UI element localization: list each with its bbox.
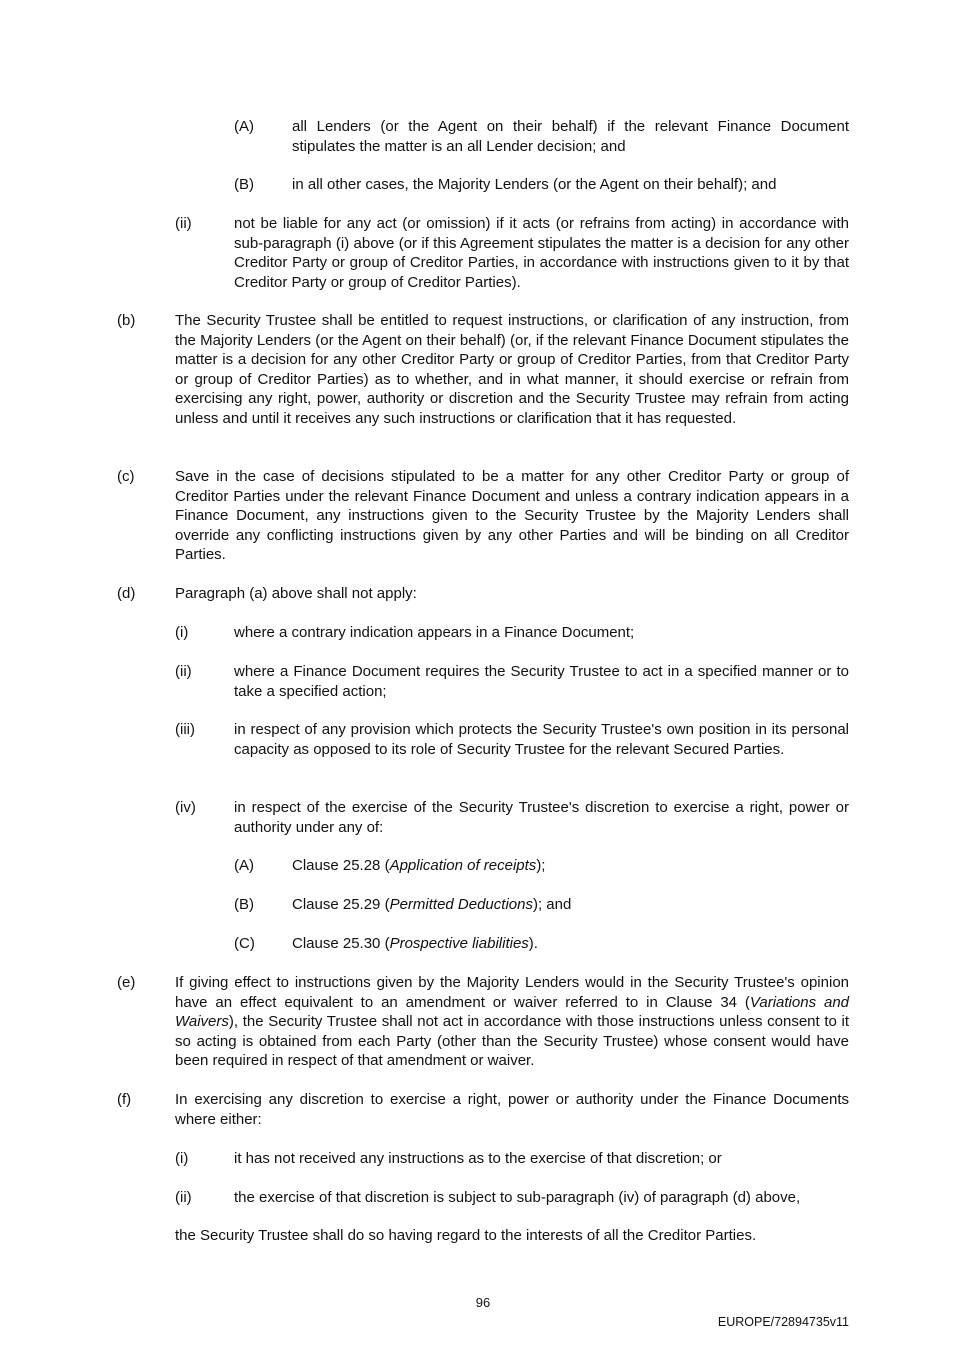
clause-title-italic: Variations and Waivers xyxy=(175,993,850,1030)
subparagraph-f-ii xyxy=(175,1188,849,1208)
paragraph-text: in respect of the exercise of the Security Trustee's discretion to exercise a right, power or authority under any of: xyxy=(234,799,849,836)
subparagraph-f-i xyxy=(175,1149,849,1169)
paragraph-label: (B) xyxy=(234,896,254,913)
paragraph-text: in all other cases, the Majority Lenders (or the Agent on their behalf); and xyxy=(292,176,777,193)
paragraph-b xyxy=(117,311,849,428)
subparagraph-d-iii xyxy=(175,720,849,759)
subparagraph-d-iv xyxy=(175,798,849,837)
paragraph-label: (iii) xyxy=(175,721,195,738)
paragraph-text: In exercising any discretion to exercise a right, power or authority under the Finance Documents where either: xyxy=(175,1091,849,1128)
item-d-iv-C xyxy=(234,934,849,954)
paragraph-text: not be liable for any act (or omission) if it acts (or refrains from acting) in accordance with sub-paragraph (i) above (or if this Agreement stipulates the matter is a decision for any other Creditor Party or group of Creditor Parties, in accordance with instructions given to it by that Creditor Party or group of Creditor Parties). xyxy=(234,215,849,291)
item-d-iv-B xyxy=(234,895,849,915)
paragraph-text: where a Finance Document requires the Security Trustee to act in a specified manner or to take a specified action; xyxy=(234,663,849,700)
clause-title-italic: Permitted Deductions xyxy=(389,896,533,913)
text-segment: ). xyxy=(528,935,538,952)
page-number: 96 xyxy=(475,1295,491,1310)
paragraph-text: all Lenders (or the Agent on their behalf) if the relevant Finance Document stipulates the matter is an all Lender decision; and xyxy=(292,118,849,155)
paragraph-label: (f) xyxy=(117,1091,132,1108)
paragraph-text: The Security Trustee shall be entitled to request instructions, or clarification of any instruction, from the Majority Lenders (or the Agent on their behalf) (or, if the relevant Finance Document stipulates the matter is a decision for any other Creditor Party or group of Creditor Parties, from that Creditor Party or group of Creditor Parties) as to whether, and in what manner, it should exercise or refrain from exercising any right, power, authority or discretion and the Security Trustee may refrain from acting unless and until it receives any such instructions or clarification that it has requested. xyxy=(175,312,849,427)
clause-title-italic: Prospective liabilities xyxy=(389,935,529,952)
item-B-all-other-cases xyxy=(234,175,849,195)
item-A-all-lenders xyxy=(234,117,849,156)
paragraph-text xyxy=(292,856,849,876)
paragraph-label: (d) xyxy=(117,585,136,602)
paragraph-text: in respect of any provision which protects the Security Trustee's own position in its personal capacity as opposed to its role of Security Trustee for the relevant Secured Parties. xyxy=(234,721,849,758)
paragraph-label: (ii) xyxy=(175,663,192,680)
paragraph-text: Save in the case of decisions stipulated to be a matter for any other Creditor Party or group of Creditor Parties under the relevant Finance Document and unless a contrary indication appears in a Finance Document, any instructions given to the Security Trustee by the Majority Lenders shall override any conflicting instructions given by any other Parties and will be binding on all Creditor Parties. xyxy=(175,468,849,563)
text-segment: ), the Security Trustee shall not act in accordance with those instructions unless consent to it so acting is obtained from each Party (other than the Security Trustee) whose consent would have been required in respect of that amendment or waiver. xyxy=(175,1013,849,1069)
text-segment: ); and xyxy=(532,896,572,913)
text-segment: Clause 25.29 ( xyxy=(292,896,390,913)
paragraph-label: (C) xyxy=(234,935,255,952)
paragraph-label: (A) xyxy=(234,118,254,135)
text-segment: Clause 25.30 ( xyxy=(292,935,390,952)
paragraph-label: (B) xyxy=(234,176,254,193)
document-reference: EUROPE/72894735v11 xyxy=(717,1315,849,1329)
paragraph-text: it has not received any instructions as to the exercise of that discretion; or xyxy=(234,1150,722,1167)
paragraph-d xyxy=(117,584,849,604)
paragraph-label: (iv) xyxy=(175,799,196,816)
paragraph-label: (i) xyxy=(175,1150,189,1167)
paragraph-text: the Security Trustee shall do so having regard to the interests of all the Creditor Parties. xyxy=(175,1227,757,1244)
item-d-iv-A xyxy=(234,856,849,876)
clause-title-italic: Application of receipts xyxy=(389,857,537,874)
paragraph-c xyxy=(117,467,849,565)
paragraph-text: Paragraph (a) above shall not apply: xyxy=(175,585,417,602)
paragraph-label: (A) xyxy=(234,857,254,874)
paragraph-text xyxy=(175,973,849,1071)
paragraph-text: the exercise of that discretion is subject to sub-paragraph (iv) of paragraph (d) above, xyxy=(234,1189,801,1206)
paragraph-label: (e) xyxy=(117,974,136,991)
paragraph-f-continuation xyxy=(175,1226,849,1246)
text-segment: ); xyxy=(536,857,546,874)
paragraph-e xyxy=(117,973,850,1071)
subparagraph-ii-not-liable xyxy=(175,214,849,292)
subparagraph-d-i xyxy=(175,623,849,643)
paragraph-label: (b) xyxy=(117,312,136,329)
paragraph-text: where a contrary indication appears in a Finance Document; xyxy=(234,624,635,641)
paragraph-f xyxy=(117,1090,849,1129)
text-segment: Clause 25.28 ( xyxy=(292,857,390,874)
paragraph-label: (c) xyxy=(117,468,135,485)
paragraph-text xyxy=(292,895,849,915)
paragraph-label: (ii) xyxy=(175,1189,192,1206)
paragraph-label: (ii) xyxy=(175,215,192,232)
text-segment: If giving effect to instructions given by the Majority Lenders would in the Security Trustee's opinion have an effect equivalent to an amendment or waiver referred to in Clause 34 ( xyxy=(175,974,849,1011)
paragraph-text xyxy=(292,934,849,954)
paragraph-label: (i) xyxy=(175,624,189,641)
subparagraph-d-ii xyxy=(175,662,849,701)
